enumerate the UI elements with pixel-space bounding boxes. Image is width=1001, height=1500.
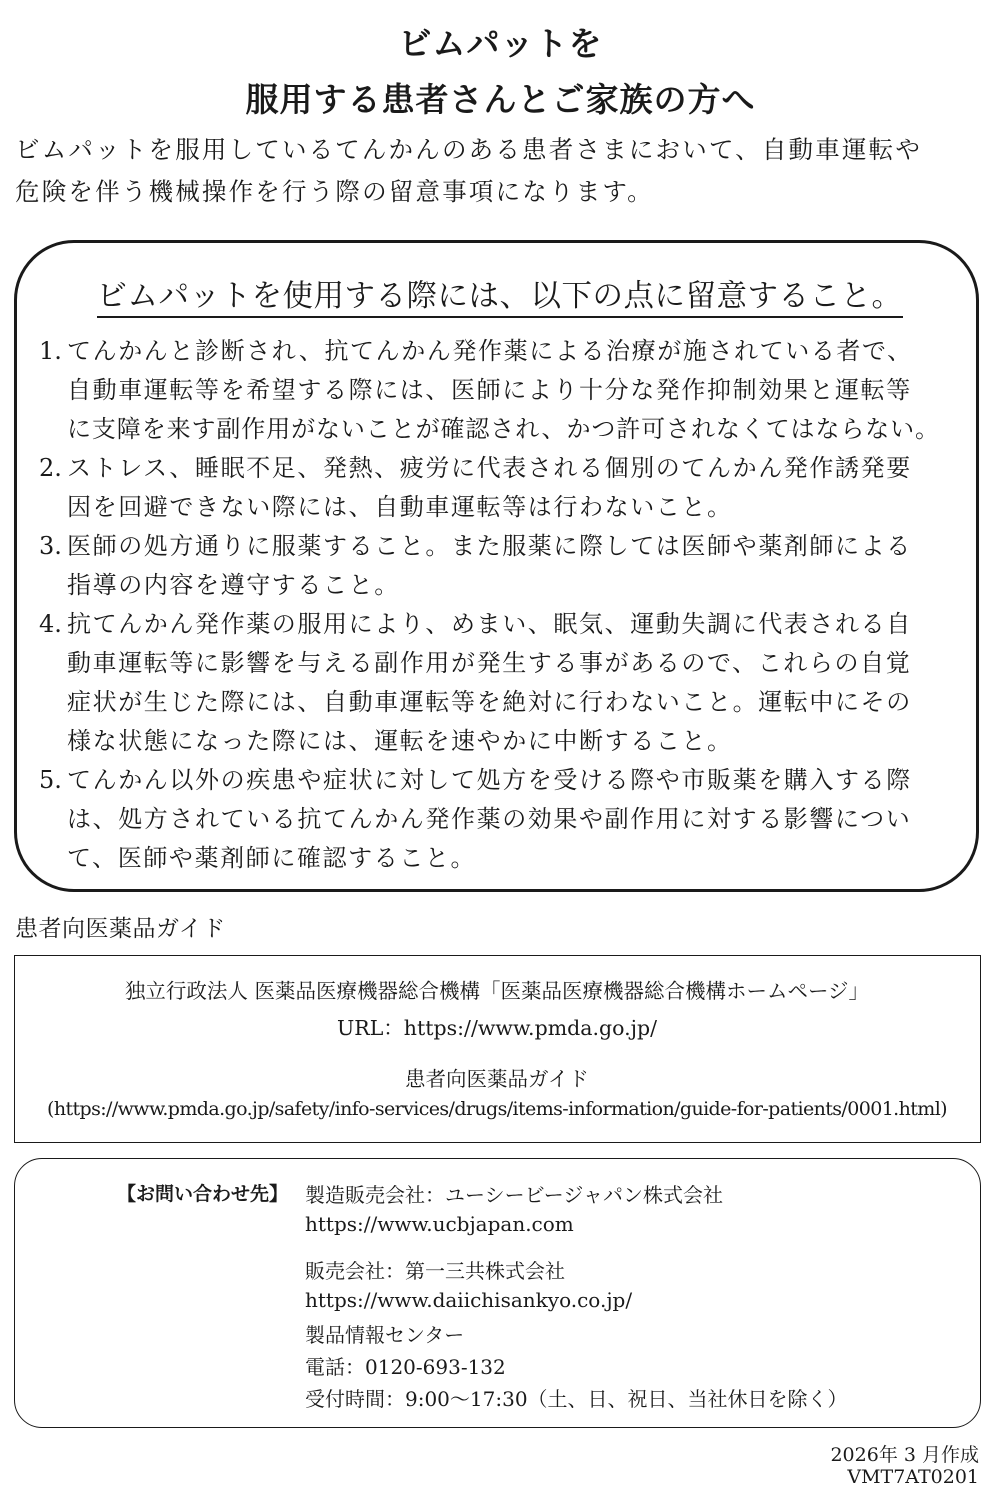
caution-4-line-2: 動車運転等に影響を与える副作用が発生する事があるので、これらの自覚 <box>67 649 912 677</box>
intro-line-2: 危険を伴う機械操作を行う際の留意事項になります。 <box>15 177 654 206</box>
pmda-url[interactable]: URL：https://www.pmda.go.jp/ <box>336 1016 658 1040</box>
caution-number-5: 5. <box>39 766 62 794</box>
caution-3-line-2: 指導の内容を遵守すること。 <box>67 571 400 599</box>
document-code: VMT7AT0201 <box>847 1466 979 1488</box>
page-title-line-2: 服用する患者さんとご家族の方へ <box>245 80 756 119</box>
guide-section-label: 患者向医薬品ガイド <box>15 916 226 942</box>
phone-number: 電話：0120-693-132 <box>305 1355 506 1379</box>
caution-4-line-1: 抗てんかん発作薬の服用により、めまい、眠気、運動失調に代表される自 <box>67 610 912 638</box>
caution-4-line-4: 様な状態になった際には、運転を速やかに中断すること。 <box>67 727 733 755</box>
caution-3-line-1: 医師の処方通りに服薬すること。また服薬に際しては医師や薬剤師による <box>67 532 912 560</box>
caution-2-line-2: 因を回避できない際には、自動車運転等は行わないこと。 <box>67 493 733 521</box>
cautions-heading <box>17 271 982 315</box>
caution-1-line-1: てんかんと診断され、抗てんかん発作薬による治療が施されている者で、 <box>67 337 913 365</box>
caution-number-4: 4. <box>39 610 62 638</box>
seller-name: 販売会社：第一三共株式会社 <box>305 1259 565 1283</box>
caution-2-line-1: ストレス、睡眠不足、発熱、疲労に代表される個別のてんかん発作誘発要 <box>67 454 912 482</box>
intro-line-1: ビムパットを服用しているてんかんのある患者さまにおいて、自動車運転や <box>15 135 923 164</box>
caution-1-line-2: 自動車運転等を希望する際には、医師により十分な発作抑制効果と運転等 <box>67 376 912 404</box>
seller-url[interactable]: https://www.daiichisankyo.co.jp/ <box>305 1288 633 1312</box>
product-info-center: 製品情報センター <box>305 1323 465 1347</box>
manufacturer-name: 製造販売会社：ユーシービージャパン株式会社 <box>305 1183 723 1207</box>
caution-number-1: 1. <box>39 337 62 365</box>
caution-number-3: 3. <box>39 532 62 560</box>
caution-5-line-1: てんかん以外の疾患や症状に対して処方を受ける際や市販薬を購入する際 <box>67 766 912 794</box>
guide-title: 患者向医薬品ガイド <box>405 1067 589 1091</box>
caution-4-line-3: 症状が生じた際には、自動車運転等を絶対に行わないこと。運転中にその <box>67 688 912 716</box>
pmda-org-name: 独立行政法人 医薬品医療機器総合機構「医薬品医療機器総合機構ホームページ」 <box>124 979 870 1003</box>
caution-5-line-2: は、処方されている抗てんかん発作薬の効果や副作用に対する影響につい <box>67 805 912 833</box>
caution-number-2: 2. <box>39 454 62 482</box>
caution-5-line-3: て、医師や薬剤師に確認すること。 <box>67 844 477 872</box>
contact-label: 【お問い合わせ先】 <box>117 1183 289 1205</box>
creation-date: 2026年 3 月作成 <box>830 1444 979 1466</box>
cautions-heading-text: ビムパットを使用する際には、以下の点に留意すること。 <box>97 279 903 318</box>
contact-box <box>14 1158 981 1428</box>
manufacturer-url[interactable]: https://www.ucbjapan.com <box>305 1212 574 1236</box>
page-title-line-1: ビムパットを <box>398 24 603 63</box>
cautions-box <box>14 240 979 892</box>
guide-url[interactable]: (https://www.pmda.go.jp/safety/info-services/drugs/items-information/guide-for-patients/0001.html) <box>47 1098 947 1120</box>
pmda-info-box <box>14 955 981 1143</box>
reception-hours: 受付時間：9:00〜17:30（土、日、祝日、当社休日を除く） <box>305 1387 848 1411</box>
caution-1-line-3: に支障を来す副作用がないことが確認され、かつ許可されなくてはならない。 <box>67 415 940 443</box>
